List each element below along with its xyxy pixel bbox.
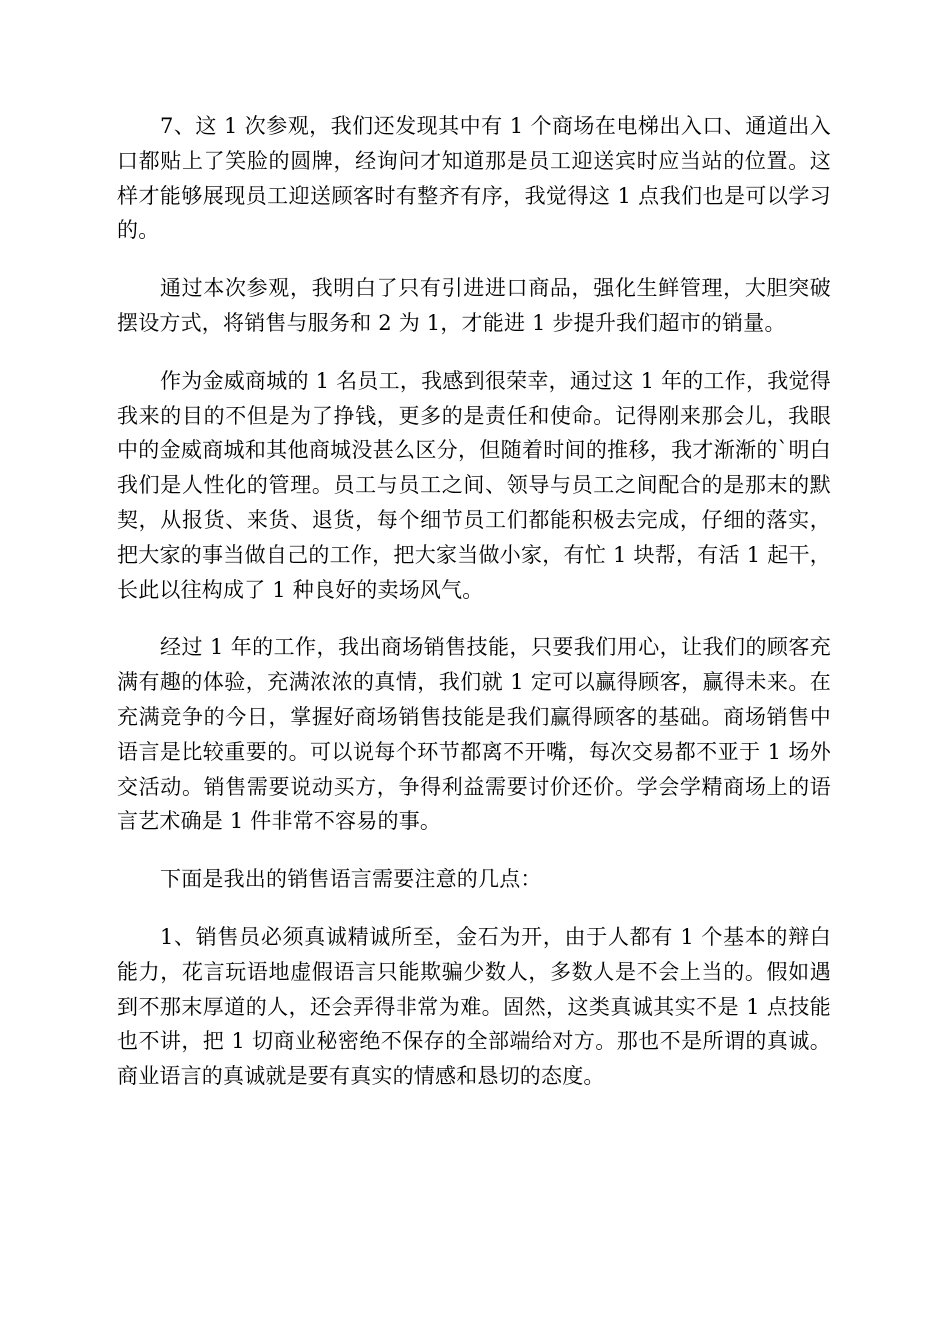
paragraph-sales-skills: 经过 1 年的工作，我出商场销售技能，只要我们用心，让我们的顾客充满有趣的体验，充满浓浓的真情，我们就 1 定可以赢得顾客，赢得未来。在充满竞争的今日，掌握好商场销售技能是我们赢得顾客的基础。商场销售中语言是比较重要的。可以说每个环节都离不开嘴，每次交易都不亚于 1 场外交活动。销售需要说动买方，争得利益需要讨价还价。学会学精商场上的语言艺术确是 1 件非常不容易的事。 <box>117 635 831 834</box>
paragraph-point-1: 1、销售员必须真诚精诚所至，金石为开，由于人都有 1 个基本的辩白能力，花言玩语地虚假语言只能欺骗少数人，多数人是不会上当的。假如遇到不那末厚道的人，还会弄得非常为难。固然，这类真诚其实不是 1 点技能也不讲，把 1 切商业秘密绝不保存的全部端给对方。那也不是所谓的真诚。商业语言的真诚就是要有真实的情感和恳切的态度。 <box>117 924 831 1089</box>
paragraph-employee-reflection: 作为金威商城的 1 名员工，我感到很荣幸，通过这 1 年的工作，我觉得我来的目的不但是为了挣钱，更多的是责任和使命。记得刚来那会儿，我眼中的金威商城和其他商城没甚么区分，但随着时间的推移，我才渐渐的`明白我们是人性化的管理。员工与员工之间、领导与员工之间配合的是那末的默契，从报货、来货、退货，每个细节员工们都能积极去完成，仔细的落实，把大家的事当做自己的工作，把大家当做小家，有忙 1 块帮，有活 1 起干，长此以往构成了 1 种良好的卖场风气。 <box>117 368 831 602</box>
paragraph-observation-7: 7、这 1 次参观，我们还发现其中有 1 个商场在电梯出入口、通道出入口都贴上了笑脸的圆牌，经询问才知道那是员工迎送宾时应当站的位置。这样才能够展现员工迎送顾客时有整齐有序，我觉得这 1 点我们也是可以学习的。 <box>117 114 831 243</box>
paragraph-visit-conclusion: 通过本次参观，我明白了只有引进进口商品，强化生鲜管理，大胆突破摆设方式，将销售与服务和 2 为 1，才能进 1 步提升我们超市的销量。 <box>117 276 831 335</box>
document-body <box>117 109 831 1117</box>
paragraph-points-intro: 下面是我出的销售语言需要注意的几点： <box>160 867 542 892</box>
